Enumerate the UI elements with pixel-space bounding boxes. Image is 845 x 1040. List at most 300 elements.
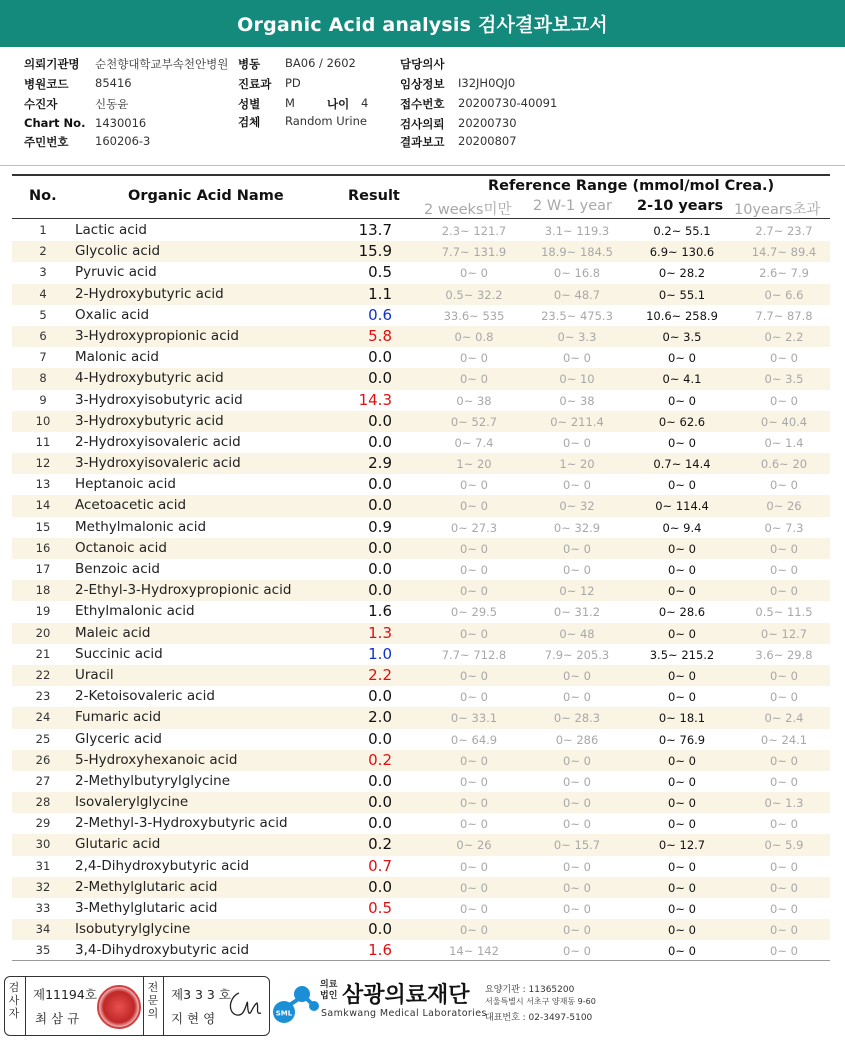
range-2w-1y: 0~ 0 xyxy=(563,902,591,916)
table-row xyxy=(12,390,830,411)
range-2w-1y: 0~ 48.7 xyxy=(553,287,601,302)
range-2-10y: 0~ 0 xyxy=(668,435,696,450)
signature-icon xyxy=(225,987,265,1023)
request-org-value: 순천향대학교부속천안병원 xyxy=(95,57,229,71)
range-2weeks: 0~ 64.9 xyxy=(450,732,498,747)
range-2w-1y: 0~ 0 xyxy=(563,859,591,874)
acid-name: Heptanoic acid xyxy=(75,476,176,493)
range-2-10y: 0~ 0 xyxy=(668,944,696,959)
table-row xyxy=(12,750,830,771)
range-2-10y: 0~ 3.5 xyxy=(662,329,702,344)
header-result: Result xyxy=(348,188,400,204)
range-2w-1y: 0~ 16.8 xyxy=(553,266,601,281)
range-over10y: 0~ 12.7 xyxy=(760,626,808,641)
specialist-number: 제3 3 3 호 xyxy=(171,987,231,1002)
range-2w-1y: 0~ 32.9 xyxy=(553,520,601,535)
acid-name: 4-Hydroxybutyric acid xyxy=(75,370,224,387)
acid-name: Fumaric acid xyxy=(75,709,162,726)
result-report-label: 결과보고 xyxy=(400,135,445,149)
range-2-10y: 0~ 0 xyxy=(668,817,696,832)
range-over10y: 0~ 0 xyxy=(770,351,798,366)
result-value: 1.0 xyxy=(368,644,392,663)
department-label: 진료과 xyxy=(238,77,272,91)
specimen-value: Random Urine xyxy=(285,114,367,128)
range-over10y: 0~ 1.4 xyxy=(764,435,804,450)
table-bottom-rule xyxy=(12,960,830,961)
range-over10y: 3.6~ 29.8 xyxy=(755,647,813,662)
range-over10y: 0~ 0 xyxy=(770,859,798,874)
result-value: 1.6 xyxy=(368,941,392,960)
range-2-10y: 10.6~ 258.9 xyxy=(646,308,718,323)
range-over10y: 0~ 0 xyxy=(770,668,798,683)
table-row xyxy=(12,262,830,283)
range-2-10y: 0.7~ 14.4 xyxy=(653,457,711,472)
row-number: 8 xyxy=(39,371,47,386)
range-2w-1y: 0~ 0 xyxy=(563,774,591,789)
acid-name: Malonic acid xyxy=(75,349,159,366)
range-2w-1y: 0~ 0 xyxy=(563,351,591,366)
row-number: 24 xyxy=(35,710,51,725)
range-2w-1y: 0~ 0 xyxy=(563,478,591,493)
acid-name: Benzoic acid xyxy=(75,561,160,577)
recipient-label: 수진자 xyxy=(24,97,58,111)
acid-name: 2-Methylbutyrylglycine xyxy=(75,772,231,789)
table-row xyxy=(12,813,830,834)
table-row xyxy=(12,220,830,241)
specialist-label-text: 전문의 xyxy=(147,981,159,1020)
range-2weeks: 0~ 52.7 xyxy=(450,414,498,429)
range-2weeks: 0~ 0 xyxy=(460,753,488,768)
result-value: 0.0 xyxy=(368,538,392,557)
range-over10y: 0~ 0 xyxy=(770,944,798,959)
chart-no-label: Chart No. xyxy=(24,116,86,130)
acid-name: Oxalic acid xyxy=(75,306,150,323)
header-range-over10y: 10years초과 xyxy=(734,202,821,218)
row-number: 21 xyxy=(35,646,51,661)
table-row xyxy=(12,729,830,750)
range-2weeks: 2.3~ 121.7 xyxy=(441,224,507,238)
row-number: 17 xyxy=(35,562,51,576)
range-2-10y: 0~ 0 xyxy=(668,541,696,556)
table-row xyxy=(12,559,830,580)
range-2weeks: 0~ 0 xyxy=(460,668,488,683)
range-2weeks: 1~ 20 xyxy=(456,457,492,472)
range-over10y: 0~ 0 xyxy=(770,690,798,705)
header-name: Organic Acid Name xyxy=(128,188,284,204)
acid-name: Isovalerylglycine xyxy=(75,794,189,811)
acid-name: Uracil xyxy=(75,666,114,683)
acid-name: 2,4-Dihydroxybutyric acid xyxy=(75,857,250,874)
result-value: 0.0 xyxy=(368,475,392,494)
range-over10y: 7.7~ 87.8 xyxy=(755,308,813,323)
acid-name: 2-Hydroxyisovaleric acid xyxy=(75,433,241,450)
range-2weeks: 0~ 0 xyxy=(460,584,488,599)
range-over10y: 0~ 0 xyxy=(770,478,798,493)
ward-label: 병동 xyxy=(238,57,261,71)
range-2weeks: 0~ 0 xyxy=(460,626,488,641)
range-2-10y: 0~ 0 xyxy=(668,880,696,895)
result-value: 5.8 xyxy=(368,326,392,345)
range-2-10y: 0~ 4.1 xyxy=(662,372,702,387)
row-number: 11 xyxy=(35,434,51,449)
table-row xyxy=(12,411,830,432)
range-2weeks: 0~ 0 xyxy=(460,923,488,938)
signature-box xyxy=(4,976,270,1036)
logo-mark-text: SML xyxy=(275,1009,293,1018)
range-2-10y: 0~ 0 xyxy=(668,796,696,811)
range-2w-1y: 1~ 20 xyxy=(559,457,595,472)
acid-name: Pyruvic acid xyxy=(75,264,157,281)
range-2-10y: 0.2~ 55.1 xyxy=(653,224,711,238)
sex-value: M xyxy=(285,96,295,110)
range-over10y: 0~ 7.3 xyxy=(764,520,804,535)
range-2-10y: 0~ 0 xyxy=(668,668,696,683)
specimen-label: 검체 xyxy=(238,115,261,129)
range-2w-1y: 3.1~ 119.3 xyxy=(544,224,610,238)
row-number: 19 xyxy=(35,604,51,619)
range-2w-1y: 0~ 31.2 xyxy=(553,605,601,620)
row-number: 29 xyxy=(35,816,51,831)
result-value: 1.1 xyxy=(368,284,392,303)
range-2weeks: 0.5~ 32.2 xyxy=(445,287,503,302)
range-2weeks: 0~ 0.8 xyxy=(454,329,494,344)
range-2-10y: 0~ 55.1 xyxy=(658,287,706,302)
result-value: 15.9 xyxy=(358,242,392,261)
receipt-no-value: 20200730-40091 xyxy=(458,96,558,110)
row-number: 31 xyxy=(35,858,51,873)
table-header-rule xyxy=(12,218,830,219)
table-row xyxy=(12,644,830,665)
result-report-value: 20200807 xyxy=(458,134,517,148)
result-value: 0.5 xyxy=(368,899,392,917)
row-number: 16 xyxy=(35,540,51,555)
result-value: 0.0 xyxy=(368,877,392,896)
range-2w-1y: 0~ 0 xyxy=(563,690,591,705)
range-2weeks: 0~ 29.5 xyxy=(450,605,498,620)
acid-name: Ethylmalonic acid xyxy=(75,603,195,620)
acid-name: 3-Methylglutaric acid xyxy=(75,900,218,916)
acid-name: 3-Hydroxypropionic acid xyxy=(75,327,239,344)
row-number: 4 xyxy=(39,286,47,301)
range-2-10y: 0~ 76.9 xyxy=(658,732,706,747)
range-2-10y: 0~ 0 xyxy=(668,626,696,641)
range-2weeks: 0~ 0 xyxy=(460,372,488,387)
chart-no-value: 1430016 xyxy=(95,116,147,130)
divider xyxy=(143,977,144,1035)
row-number: 32 xyxy=(35,879,51,894)
range-over10y: 0~ 2.2 xyxy=(764,329,804,344)
license-number: 요양기관 : 11365200 xyxy=(485,985,575,995)
result-value: 0.9 xyxy=(368,517,392,536)
acid-name: 2-Hydroxybutyric acid xyxy=(75,285,224,302)
result-value: 0.0 xyxy=(368,729,392,748)
range-2weeks: 7.7~ 131.9 xyxy=(441,245,507,260)
row-number: 14 xyxy=(35,498,51,513)
table-row xyxy=(12,834,830,855)
row-number: 6 xyxy=(39,328,47,343)
range-2-10y: 0~ 28.6 xyxy=(658,605,706,620)
acid-name: 2-Ethyl-3-Hydroxypropionic acid xyxy=(75,582,292,599)
range-2-10y: 0~ 0 xyxy=(668,923,696,938)
range-2weeks: 0~ 27.3 xyxy=(450,520,498,535)
row-number: 30 xyxy=(35,837,51,852)
result-value: 0.0 xyxy=(368,411,392,430)
table-row xyxy=(12,241,830,262)
acid-name: Octanoic acid xyxy=(75,539,167,556)
range-2-10y: 0~ 0 xyxy=(668,753,696,768)
range-2weeks: 7.7~ 712.8 xyxy=(441,647,507,662)
range-over10y: 0~ 0 xyxy=(770,584,798,599)
range-2-10y: 0~ 0 xyxy=(668,859,696,874)
table-row xyxy=(12,856,830,877)
row-number: 1 xyxy=(39,223,47,237)
row-number: 20 xyxy=(35,625,51,640)
range-2w-1y: 0~ 12 xyxy=(559,584,595,599)
range-2w-1y: 0~ 3.3 xyxy=(557,329,597,344)
row-number: 27 xyxy=(35,773,51,788)
range-over10y: 0~ 0 xyxy=(770,817,798,832)
range-2weeks: 0~ 26 xyxy=(456,838,492,853)
range-2w-1y: 23.5~ 475.3 xyxy=(541,308,613,323)
range-2w-1y: 0~ 0 xyxy=(563,944,591,959)
inspector-label-text: 검사자 xyxy=(8,981,20,1020)
phone-number: 대표번호 : 02-3497-5100 xyxy=(485,1013,593,1023)
range-2-10y: 0~ 114.4 xyxy=(655,499,709,514)
row-number: 23 xyxy=(35,689,51,704)
id-no-label: 주민번호 xyxy=(24,135,69,149)
range-2w-1y: 0~ 48 xyxy=(559,626,595,641)
report-title: Organic Acid analysis 검사결과보고서 xyxy=(0,0,845,47)
hospital-code-label: 병원코드 xyxy=(24,77,69,91)
range-2w-1y: 0~ 0 xyxy=(563,817,591,832)
range-over10y: 0~ 40.4 xyxy=(760,414,808,429)
result-value: 2.9 xyxy=(368,454,392,473)
result-value: 14.3 xyxy=(358,390,392,409)
range-2w-1y: 0~ 0 xyxy=(563,668,591,683)
row-number: 18 xyxy=(35,583,51,598)
row-number: 7 xyxy=(39,350,47,365)
range-2weeks: 0~ 0 xyxy=(460,817,488,832)
range-over10y: 0~ 0 xyxy=(770,563,798,577)
range-over10y: 0~ 2.4 xyxy=(764,711,804,726)
divider xyxy=(163,977,164,1035)
row-number: 25 xyxy=(35,731,51,746)
range-2-10y: 0~ 18.1 xyxy=(658,711,706,726)
range-2-10y: 0~ 28.2 xyxy=(658,266,706,281)
header-range-2-10y: 2-10 years xyxy=(637,198,724,214)
test-request-label: 검사의뢰 xyxy=(400,117,445,131)
row-number: 10 xyxy=(35,413,51,428)
range-2-10y: 3.5~ 215.2 xyxy=(649,647,715,662)
range-2weeks: 0~ 0 xyxy=(460,266,488,281)
result-value: 0.2 xyxy=(368,835,392,854)
id-no-value: 160206-3 xyxy=(95,134,151,148)
row-number: 34 xyxy=(35,922,51,937)
result-value: 0.0 xyxy=(368,814,392,833)
table-row xyxy=(12,877,830,898)
table-row xyxy=(12,686,830,707)
ward-value: BA06 / 2602 xyxy=(285,56,356,70)
logo-prefix-line2: 법인 xyxy=(320,991,338,1001)
range-over10y: 0~ 0 xyxy=(770,774,798,789)
result-value: 13.7 xyxy=(358,221,392,239)
patient-info xyxy=(0,52,845,162)
row-number: 26 xyxy=(35,752,51,767)
range-2weeks: 0~ 0 xyxy=(460,796,488,811)
table-row xyxy=(12,284,830,305)
range-2-10y: 0~ 0 xyxy=(668,393,696,408)
range-2-10y: 0~ 0 xyxy=(668,584,696,599)
acid-name: Glycolic acid xyxy=(75,243,161,260)
test-request-value: 20200730 xyxy=(458,116,517,130)
result-value: 0.0 xyxy=(368,560,392,578)
range-over10y: 0~ 3.5 xyxy=(764,372,804,387)
table-row xyxy=(12,707,830,728)
doctor-label: 담당의사 xyxy=(400,57,445,71)
results-table xyxy=(12,220,830,962)
range-2w-1y: 7.9~ 205.3 xyxy=(544,647,610,662)
row-number: 15 xyxy=(35,519,51,534)
range-2weeks: 0~ 0 xyxy=(460,690,488,705)
table-row xyxy=(12,432,830,453)
acid-name: Acetoacetic acid xyxy=(75,497,187,514)
result-value: 0.6 xyxy=(368,305,392,324)
acid-name: Lactic acid xyxy=(75,222,147,238)
range-2-10y: 0~ 0 xyxy=(668,351,696,366)
range-2-10y: 0~ 0 xyxy=(668,774,696,789)
table-row xyxy=(12,623,830,644)
table-row xyxy=(12,919,830,940)
range-2w-1y: 0~ 0 xyxy=(563,753,591,768)
range-2-10y: 0~ 62.6 xyxy=(658,414,706,429)
range-2w-1y: 0~ 286 xyxy=(555,732,599,747)
result-value: 0.0 xyxy=(368,771,392,790)
range-2w-1y: 0~ 32 xyxy=(559,499,595,514)
range-2weeks: 0~ 33.1 xyxy=(450,711,498,726)
address: 서울특별시 서초구 양재동 9-60 xyxy=(485,997,596,1006)
inspector-number: 제11194호 xyxy=(33,987,97,1002)
range-2-10y: 0~ 0 xyxy=(668,690,696,705)
range-over10y: 0~ 6.6 xyxy=(764,287,804,302)
table-row xyxy=(12,601,830,622)
range-over10y: 0~ 0 xyxy=(770,541,798,556)
range-2-10y: 0~ 0 xyxy=(668,563,696,577)
acid-name: 2-Methyl-3-Hydroxybutyric acid xyxy=(75,815,288,832)
range-2w-1y: 0~ 38 xyxy=(559,393,595,408)
range-2weeks: 0~ 0 xyxy=(460,880,488,895)
row-number: 12 xyxy=(35,456,51,471)
recipient-value: 신동윤 xyxy=(95,97,129,111)
range-2weeks: 14~ 142 xyxy=(449,944,499,959)
table-row xyxy=(12,347,830,368)
result-value: 2.2 xyxy=(368,665,392,684)
range-2weeks: 0~ 38 xyxy=(456,393,492,408)
inspector-label xyxy=(7,981,21,1020)
acid-name: Succinic acid xyxy=(75,645,163,662)
range-over10y: 0~ 1.3 xyxy=(764,796,804,811)
row-number: 28 xyxy=(35,795,51,810)
table-row xyxy=(12,453,830,474)
row-number: 13 xyxy=(35,477,51,492)
range-2weeks: 0~ 0 xyxy=(460,478,488,493)
acid-name: 3-Hydroxyisobutyric acid xyxy=(75,391,243,408)
table-row xyxy=(12,940,830,961)
age-value: 4 xyxy=(361,96,369,110)
range-2weeks: 33.6~ 535 xyxy=(443,308,505,323)
table-row xyxy=(12,580,830,601)
table-row xyxy=(12,305,830,326)
result-value: 0.0 xyxy=(368,496,392,515)
row-number: 3 xyxy=(39,265,47,280)
range-over10y: 2.6~ 7.9 xyxy=(759,266,809,281)
range-2w-1y: 0~ 0 xyxy=(563,880,591,895)
range-2w-1y: 0~ 0 xyxy=(563,435,591,450)
row-number: 2 xyxy=(39,244,47,259)
result-value: 0.0 xyxy=(368,369,392,388)
table-top-rule xyxy=(12,174,830,176)
range-2-10y: 0~ 9.4 xyxy=(662,520,702,535)
sex-label: 성별 xyxy=(238,97,261,111)
range-2w-1y: 0~ 10 xyxy=(559,372,595,387)
acid-name: Maleic acid xyxy=(75,624,151,641)
result-value: 2.0 xyxy=(368,708,392,727)
inspector-name: 최 삼 규 xyxy=(35,1011,80,1026)
range-2weeks: 0~ 0 xyxy=(460,859,488,874)
result-value: 0.7 xyxy=(368,856,392,875)
result-value: 0.0 xyxy=(368,348,392,367)
header-reference: Reference Range (mmol/mol Crea.) xyxy=(488,178,775,194)
result-value: 1.6 xyxy=(368,602,392,621)
logo-subtitle: Samkwang Medical Laboratories xyxy=(321,1008,487,1019)
acid-name: Glutaric acid xyxy=(75,836,161,853)
header-range-2w-1y: 2 W-1 year xyxy=(533,198,612,214)
table-row xyxy=(12,771,830,792)
range-2-10y: 0~ 12.7 xyxy=(658,838,706,853)
range-2w-1y: 0~ 0 xyxy=(563,923,591,938)
range-2w-1y: 0~ 0 xyxy=(563,541,591,556)
acid-name: Isobutyrylglycine xyxy=(75,921,191,938)
range-2weeks: 0~ 0 xyxy=(460,774,488,789)
range-over10y: 0.6~ 20 xyxy=(760,457,808,472)
acid-name: Glyceric acid xyxy=(75,730,162,747)
row-number: 9 xyxy=(39,392,47,407)
range-over10y: 0~ 0 xyxy=(770,393,798,408)
table-row xyxy=(12,474,830,495)
range-2weeks: 0~ 0 xyxy=(460,563,488,577)
logo-prefix-line1: 의료 xyxy=(320,980,338,990)
acid-name: 5-Hydroxyhexanoic acid xyxy=(75,751,238,768)
range-2-10y: 6.9~ 130.6 xyxy=(649,245,715,260)
range-2-10y: 0~ 0 xyxy=(668,478,696,493)
hospital-code-value: 85416 xyxy=(95,76,132,90)
specialist-name: 지 현 영 xyxy=(171,1011,216,1026)
result-value: 0.0 xyxy=(368,793,392,812)
range-over10y: 0~ 0 xyxy=(770,923,798,938)
divider xyxy=(25,977,26,1035)
range-2w-1y: 0~ 15.7 xyxy=(553,838,601,853)
specialist-label xyxy=(146,981,160,1020)
range-2w-1y: 0~ 28.3 xyxy=(553,711,601,726)
range-over10y: 0~ 24.1 xyxy=(760,732,808,747)
request-org-label: 의뢰기관명 xyxy=(24,57,80,71)
acid-name: Methylmalonic acid xyxy=(75,518,207,535)
range-over10y: 0~ 0 xyxy=(770,753,798,768)
range-over10y: 0~ 0 xyxy=(770,880,798,895)
result-value: 0.0 xyxy=(368,581,392,600)
row-number: 35 xyxy=(35,943,51,958)
acid-name: 3-Hydroxyisovaleric acid xyxy=(75,455,241,472)
header-range-2weeks: 2 weeks미만 xyxy=(424,202,512,218)
